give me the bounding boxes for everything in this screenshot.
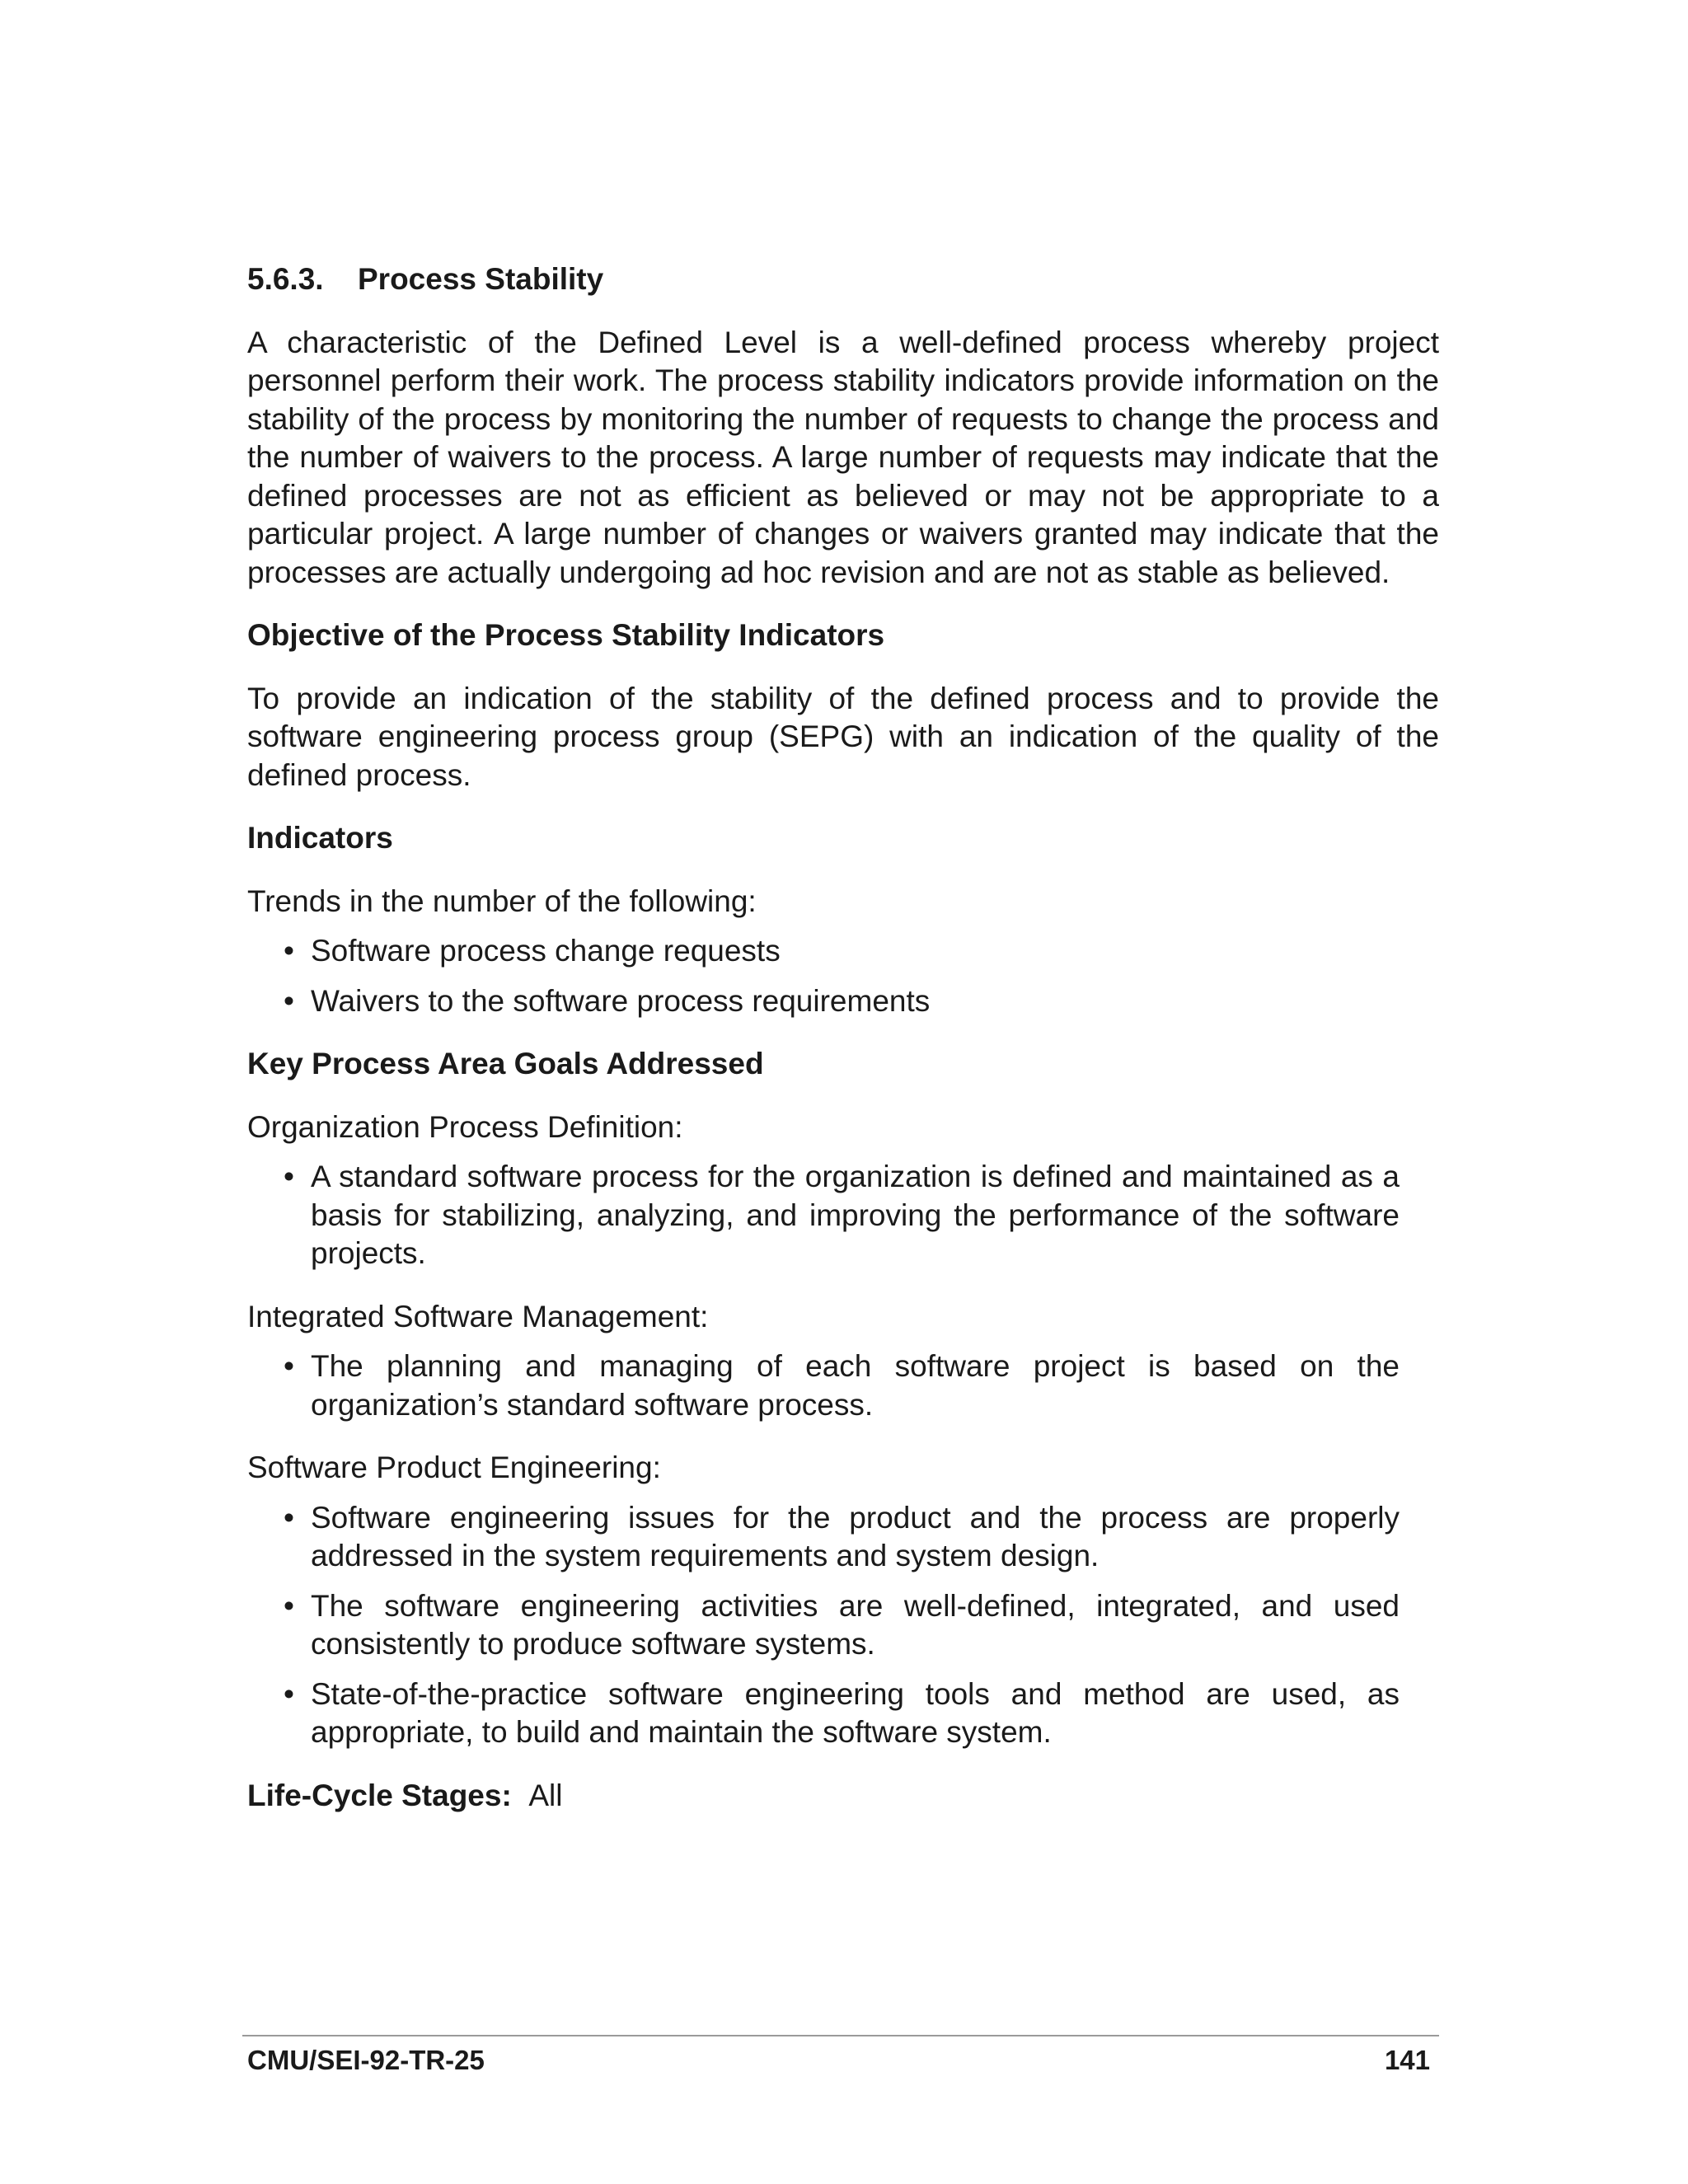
list-item-text: State-of-the-practice software engineering tools and method are used, as appropriate, to build and maintain the software system. xyxy=(311,1676,1400,1749)
list-item-text: The software engineering activities are well-defined, integrated, and used consistently to produce software systems. xyxy=(311,1588,1400,1661)
intro-paragraph: A characteristic of the Defined Level is a well-defined process whereby project personnel perform their work. The process stability indicators provide information on the stability of the process by monitoring the number of requests to change the process and the number of waivers to the process. A large number of requests may indicate that the defined processes are not as efficient as believed or may not be appropriate to a particular project. A large number of changes or waivers granted may indicate that the processes are actually undergoing ad hoc revision and are not as stable as believed. xyxy=(247,325,1439,589)
bullet-icon: • xyxy=(284,1500,294,1535)
goals-heading: Key Process Area Goals Addressed xyxy=(247,1047,764,1080)
goal-group-title: Organization Process Definition: xyxy=(247,1109,683,1144)
list-item xyxy=(247,1158,1439,1273)
list-item-text: Waivers to the software process requirements xyxy=(311,983,931,1018)
list-item xyxy=(247,982,1439,1021)
footer-doc-id: CMU/SEI-92-TR-25 xyxy=(247,2045,485,2075)
objective-heading: Objective of the Process Stability Indicators xyxy=(247,618,885,652)
list-item xyxy=(247,1347,1439,1424)
section-title: Process Stability xyxy=(358,262,604,296)
goal-group-list xyxy=(247,1347,1439,1424)
bullet-icon: • xyxy=(284,983,294,1018)
bullet-icon: • xyxy=(284,1588,294,1623)
footer-divider xyxy=(242,2035,1439,2036)
page-content xyxy=(247,260,1439,1815)
goal-group-title: Integrated Software Management: xyxy=(247,1299,709,1333)
bullet-icon: • xyxy=(284,934,294,968)
bullet-icon: • xyxy=(284,1160,294,1193)
list-item-text: A standard software process for the organization is defined and maintained as a basis for stabilizing, analyzing, and improving the performance of the software projects. xyxy=(311,1160,1400,1270)
list-item-text: Software engineering issues for the product and the process are properly addressed in the system requirements and system design. xyxy=(311,1500,1400,1572)
lifecycle-value: All xyxy=(528,1778,563,1812)
list-item-text: The planning and managing of each software project is based on the organization’s standard software process. xyxy=(311,1349,1400,1422)
indicators-heading: Indicators xyxy=(247,821,393,855)
section-number: 5.6.3. xyxy=(247,262,324,296)
footer-page-number: 141 xyxy=(1384,2045,1430,2075)
goal-group-list xyxy=(247,1158,1439,1273)
lifecycle-label: Life-Cycle Stages: xyxy=(247,1778,512,1812)
section-heading xyxy=(247,260,1439,299)
bullet-icon: • xyxy=(284,1349,294,1383)
goal-group-list xyxy=(247,1499,1439,1752)
list-item xyxy=(247,1675,1439,1752)
objective-paragraph: To provide an indication of the stability of the defined process and to provide the software engineering process group (SEPG) with an indication of the quality of the defined process. xyxy=(247,681,1439,792)
indicators-lead: Trends in the number of the following: xyxy=(247,883,757,918)
list-item xyxy=(247,932,1439,971)
list-item xyxy=(247,1499,1439,1576)
bullet-icon: • xyxy=(284,1676,294,1711)
list-item xyxy=(247,1587,1439,1664)
indicators-list xyxy=(247,932,1439,1020)
goal-group-title: Software Product Engineering: xyxy=(247,1451,661,1484)
lifecycle-line xyxy=(247,1777,1439,1816)
list-item-text: Software process change requests xyxy=(311,934,781,968)
